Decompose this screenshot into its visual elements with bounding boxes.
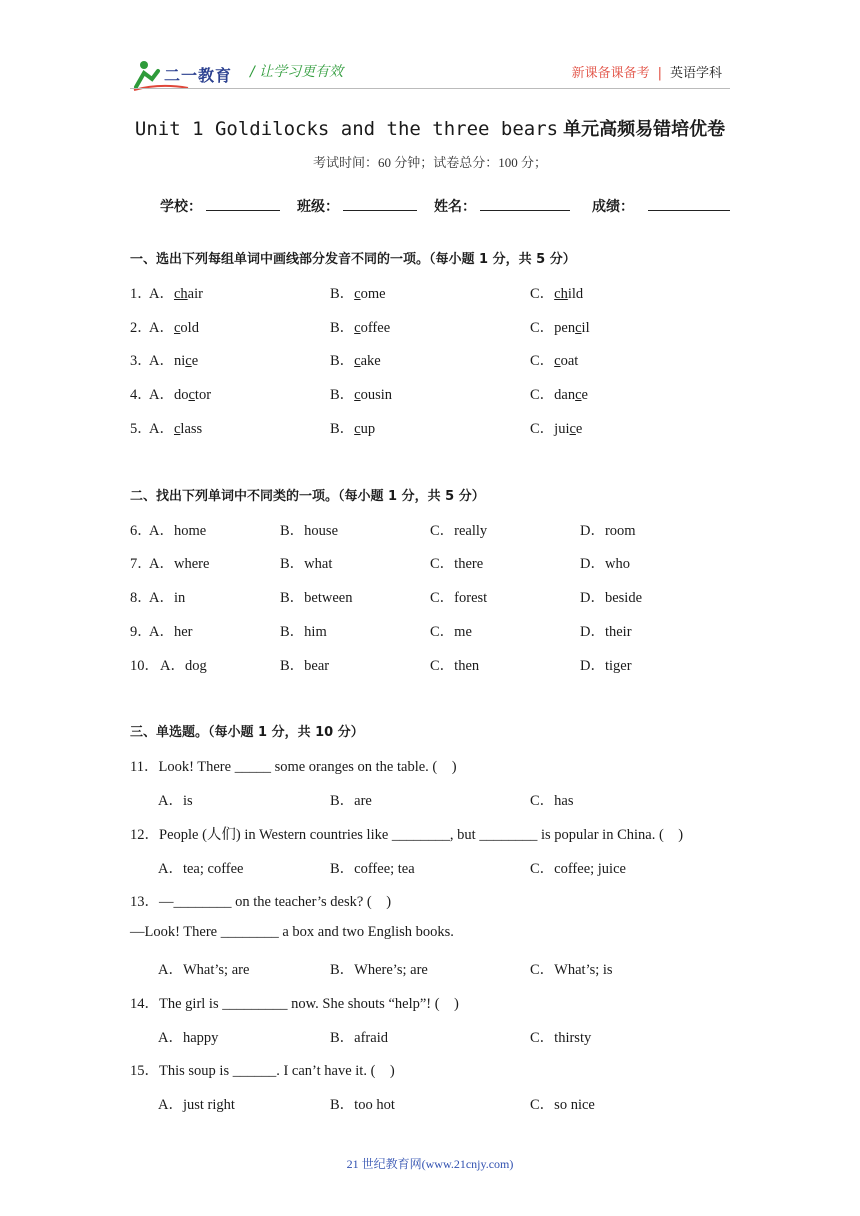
option-d[interactable]: D．room [580,523,636,539]
option-a[interactable]: A．her [149,624,193,640]
option-b[interactable]: B．coffee; tea [330,861,415,877]
question-number: 1． [130,286,152,302]
option-c[interactable]: C．forest [430,590,488,606]
option-a[interactable]: A．just right [158,1097,235,1113]
option-c[interactable]: C．juice [530,421,583,437]
option-a[interactable]: A．in [149,590,186,606]
header-separator: | [657,66,662,81]
school-blank[interactable] [206,196,280,211]
title-chinese: 单元高频易错培优卷 [563,119,726,140]
option-d[interactable]: D．tiger [580,658,632,674]
question-stem: 11．Look! There _____ some oranges on the table. ( ) [130,759,457,775]
page-title [0,115,860,141]
option-c[interactable]: C．coffee; juice [530,861,626,877]
option-c[interactable]: C．has [530,793,574,809]
section-2-title: 二、找出下列单词中不同类的一项。（每小题 1 分，共 5 分） [130,489,485,504]
question-number: 7． [130,556,152,572]
option-a[interactable]: A．cold [149,320,199,336]
class-field [297,196,417,216]
option-c[interactable]: C．coat [530,353,579,369]
option-c[interactable]: C．dance [530,387,588,403]
option-b[interactable]: B．Where’s; are [330,962,428,978]
option-c[interactable]: C．What’s; is [530,962,613,978]
slogan: / 让学习更有效 [250,64,344,80]
option-c[interactable]: C．thirsty [530,1030,592,1046]
option-b[interactable]: B．too hot [330,1097,395,1113]
question-number: 6． [130,523,152,539]
option-b[interactable]: B．him [280,624,327,640]
option-a[interactable]: A．is [158,793,193,809]
option-b[interactable]: B．house [280,523,338,539]
option-d[interactable]: D．their [580,624,632,640]
page-header [130,55,730,95]
question-number: 2． [130,320,152,336]
option-a[interactable]: A．chair [149,286,203,302]
option-b[interactable]: B．what [280,556,333,572]
section-3-title: 三、单选题。（每小题 1 分，共 10 分） [130,725,364,740]
option-a[interactable]: A．doctor [149,387,212,403]
school-field [160,196,280,216]
question-stem-continued: —Look! There ________ a box and two English books. [130,924,454,940]
option-a[interactable]: A．tea; coffee [158,861,244,877]
question-number: 4． [130,387,152,403]
question-stem: 14．The girl is _________ now. She shouts “help”! ( ) [130,996,459,1012]
header-divider [130,88,730,89]
score-label: 成绩： [592,199,634,215]
name-blank[interactable] [480,196,570,211]
question-number: 10． [130,658,159,674]
option-c[interactable]: C．then [430,658,480,674]
name-field [434,196,570,216]
option-b[interactable]: B．are [330,793,372,809]
score-blank[interactable] [648,196,730,211]
option-d[interactable]: D．beside [580,590,643,606]
question-stem: 12．People (人们) in Western countries like ________, but ________ is popular in China. ( ) [130,827,684,843]
option-a[interactable]: A．nice [149,353,199,369]
exam-info: 考试时间：60 分钟；试卷总分：100 分； [312,155,547,170]
title-english: Unit 1 Goldilocks and the three bears [134,118,559,140]
class-label: 班级： [297,199,339,215]
option-b[interactable]: B．coffee [330,320,391,336]
option-d[interactable]: D．who [580,556,630,572]
question-stem: 13．—________ on the teacher’s desk? ( ) [130,894,392,910]
option-a[interactable]: A．What’s; are [158,962,250,978]
option-b[interactable]: B．bear [280,658,330,674]
option-c[interactable]: C．me [430,624,472,640]
class-blank[interactable] [343,196,417,211]
option-b[interactable]: B．cake [330,353,381,369]
header-subject [572,62,722,81]
score-field [592,196,730,216]
header-subject-label: 英语学科 [669,66,722,81]
school-label: 学校： [160,199,202,215]
question-number: 3． [130,353,152,369]
question-number: 5． [130,421,152,437]
option-b[interactable]: B．between [280,590,353,606]
page-footer[interactable]: 21 世纪教育网(www.21cnjy.com) [346,1157,514,1171]
logo-text: 二一教育 [164,66,233,85]
option-c[interactable]: C．pencil [530,320,590,336]
question-number: 8． [130,590,152,606]
option-b[interactable]: B．afraid [330,1030,388,1046]
option-c[interactable]: C．really [430,523,488,539]
question-number: 9． [130,624,152,640]
option-b[interactable]: B．cup [330,421,376,437]
option-a[interactable]: A．class [149,421,203,437]
option-c[interactable]: C．child [530,286,584,302]
option-b[interactable]: B．cousin [330,387,393,403]
option-c[interactable]: C．there [430,556,484,572]
option-b[interactable]: B．come [330,286,386,302]
option-a[interactable]: A．happy [158,1030,219,1046]
option-a[interactable]: A．where [149,556,210,572]
question-stem: 15．This soup is ______. I can’t have it. ( ) [130,1063,395,1079]
option-c[interactable]: C．so nice [530,1097,595,1113]
header-tagline: 新课备课备考 [571,66,650,81]
option-a[interactable]: A．home [149,523,207,539]
option-a[interactable]: A．dog [160,658,207,674]
section-1-title: 一、选出下列每组单词中画线部分发音不同的一项。（每小题 1 分，共 5 分） [130,252,576,267]
name-label: 姓名： [434,199,476,215]
